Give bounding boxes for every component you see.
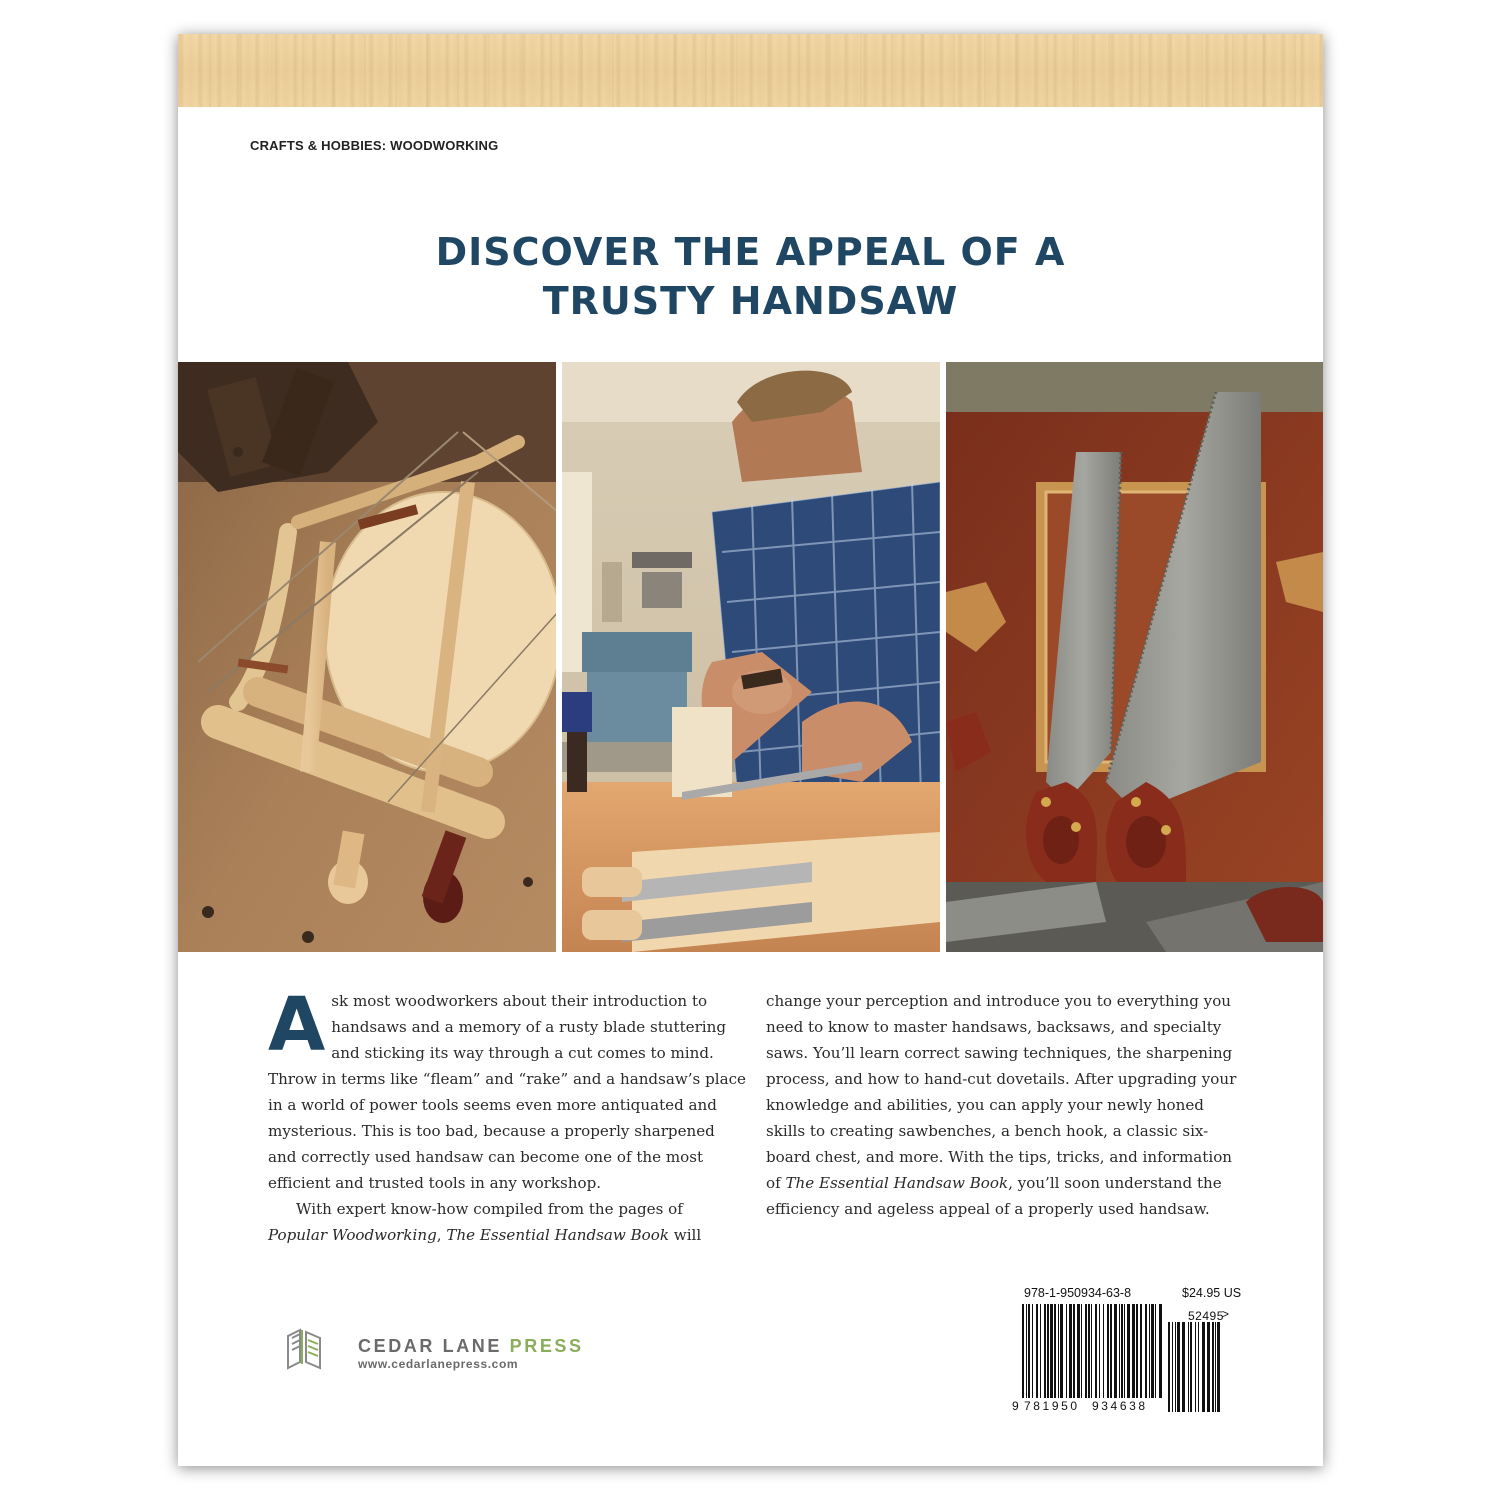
barcode-bar <box>1103 1304 1104 1398</box>
barcode-bar <box>1077 1304 1080 1398</box>
barcode-bar <box>1054 1304 1056 1398</box>
barcode-bar <box>1127 1304 1130 1398</box>
barcode-addon-marker: > <box>1222 1307 1230 1321</box>
barcode-digits-left: 781950 <box>1024 1399 1080 1413</box>
barcode-bar <box>1190 1322 1192 1412</box>
barcode-bar <box>1066 1304 1067 1398</box>
barcode-bar <box>1081 1304 1082 1398</box>
barcode-addon-digits: 52495 <box>1188 1309 1224 1323</box>
barcode-bar <box>1091 1304 1092 1398</box>
barcode-bar <box>1069 1304 1072 1398</box>
barcode-bar <box>1215 1322 1216 1412</box>
barcode-bar <box>1088 1304 1090 1398</box>
barcode-bar <box>1124 1304 1125 1398</box>
body-paragraph-3: change your perception and introduce you to everything you need to know to master handsaws, backsaws, and specialty saws. You’ll learn correct sawing techniques, the sharpening process, and how to hand-cut dovetails. After upgrading your knowledge and abilities, you can apply your newly honed skills to creating sawbenches, a bench hook, a classic six-board chest, and more. With the tips, tricks, and information of The Essential Handsaw Book, you’ll soon understand the efficiency and ageless appeal of a properly used handsaw. <box>766 992 1237 1218</box>
barcode-bar <box>1107 1304 1109 1398</box>
barcode-bar <box>1044 1304 1046 1398</box>
barcode-bar <box>1136 1304 1138 1398</box>
barcode-bar <box>1119 1304 1120 1398</box>
woodworker-photo <box>562 362 940 952</box>
barcode-bar <box>1036 1304 1038 1398</box>
barcode-bar <box>1198 1322 1199 1412</box>
barcode-bar <box>1159 1304 1162 1398</box>
body-paragraph-2: With expert know-how compiled from the pages of Popular Woodworking, The Essential Handsaw Book will <box>268 1200 702 1244</box>
barcode-bar <box>1022 1304 1024 1398</box>
barcode-bar <box>1177 1322 1180 1412</box>
barcode-bar <box>1155 1304 1156 1398</box>
barcode-bar <box>1110 1304 1112 1398</box>
barcode-bar <box>1151 1304 1154 1398</box>
barcode-digits-right: 934638 <box>1092 1399 1148 1413</box>
barcode-bar <box>1095 1304 1097 1398</box>
barcode-bar <box>1114 1304 1117 1398</box>
barcode-bar <box>1217 1322 1220 1412</box>
body-column-right <box>766 988 1244 1222</box>
body-column-left <box>268 982 746 1248</box>
barcode-bar <box>1099 1304 1100 1398</box>
barcode-bar <box>1202 1322 1205 1412</box>
barcode-bar <box>1188 1322 1189 1412</box>
handsaws-chest-photo <box>946 362 1323 952</box>
magazine-title: Popular Woodworking <box>268 1226 437 1244</box>
wood-grain-strip <box>178 34 1323 107</box>
barcode-digit-first: 9 <box>1012 1399 1019 1413</box>
publisher-website: www.cedarlanepress.com <box>358 1357 519 1371</box>
barcode-bar <box>1145 1304 1147 1398</box>
book-title: The Essential Handsaw Book <box>446 1226 669 1244</box>
barcode-bar <box>1195 1322 1196 1412</box>
barcode-bar <box>1050 1304 1053 1398</box>
price-label: $24.95 US <box>1182 1286 1242 1300</box>
barcode-bar <box>1026 1304 1027 1398</box>
barcode-bar <box>1073 1304 1075 1398</box>
headline <box>178 228 1323 326</box>
headline-line-2: TRUSTY HANDSAW <box>542 279 959 323</box>
barcode-bar <box>1212 1322 1214 1412</box>
book-title: The Essential Handsaw Book <box>785 1174 1009 1192</box>
barcode-bar <box>1175 1322 1176 1412</box>
bow-saw-photo <box>178 362 556 952</box>
barcode-bar <box>1207 1322 1210 1412</box>
category-label: CRAFTS & HOBBIES: WOODWORKING <box>250 138 499 153</box>
publisher-name: CEDAR LANE PRESS <box>358 1336 584 1356</box>
barcode-bar <box>1168 1322 1170 1412</box>
barcode-main-bars <box>1022 1304 1162 1398</box>
barcode-bar <box>1060 1304 1063 1398</box>
barcode-bar <box>1149 1304 1150 1398</box>
book-stack-logo-icon <box>286 1328 322 1370</box>
barcode-bar <box>1085 1304 1087 1398</box>
barcode-bar <box>1182 1322 1185 1412</box>
barcode-bar <box>1047 1304 1049 1398</box>
barcode-bar <box>1032 1304 1033 1398</box>
isbn-number: 978-1-950934-63-8 <box>1024 1286 1132 1300</box>
drop-cap: A <box>268 982 326 1068</box>
back-cover <box>178 34 1323 1466</box>
barcode-bar <box>1132 1304 1135 1398</box>
barcode-bar <box>1172 1322 1173 1412</box>
barcode-bar <box>1040 1304 1041 1398</box>
barcode-bar <box>1028 1304 1030 1398</box>
barcode-bar <box>1140 1304 1142 1398</box>
barcode-addon-bars <box>1168 1322 1220 1412</box>
barcode-bar <box>1121 1304 1123 1398</box>
barcode-bar <box>1058 1304 1059 1398</box>
body-paragraph-1: Ask most woodworkers about their introduction to handsaws and a memory of a rusty blade stuttering and sticking its way through a cut comes to mind. Throw in terms like “fleam” and “rake” and a handsaw’s place in a world of power tools seems even more antiquated and mysterious. This is too bad, because a properly sharpened and correctly used handsaw can become one of the most efficient and trusted tools in any workshop. <box>268 982 746 1192</box>
headline-line-1: DISCOVER THE APPEAL OF A <box>435 230 1066 274</box>
